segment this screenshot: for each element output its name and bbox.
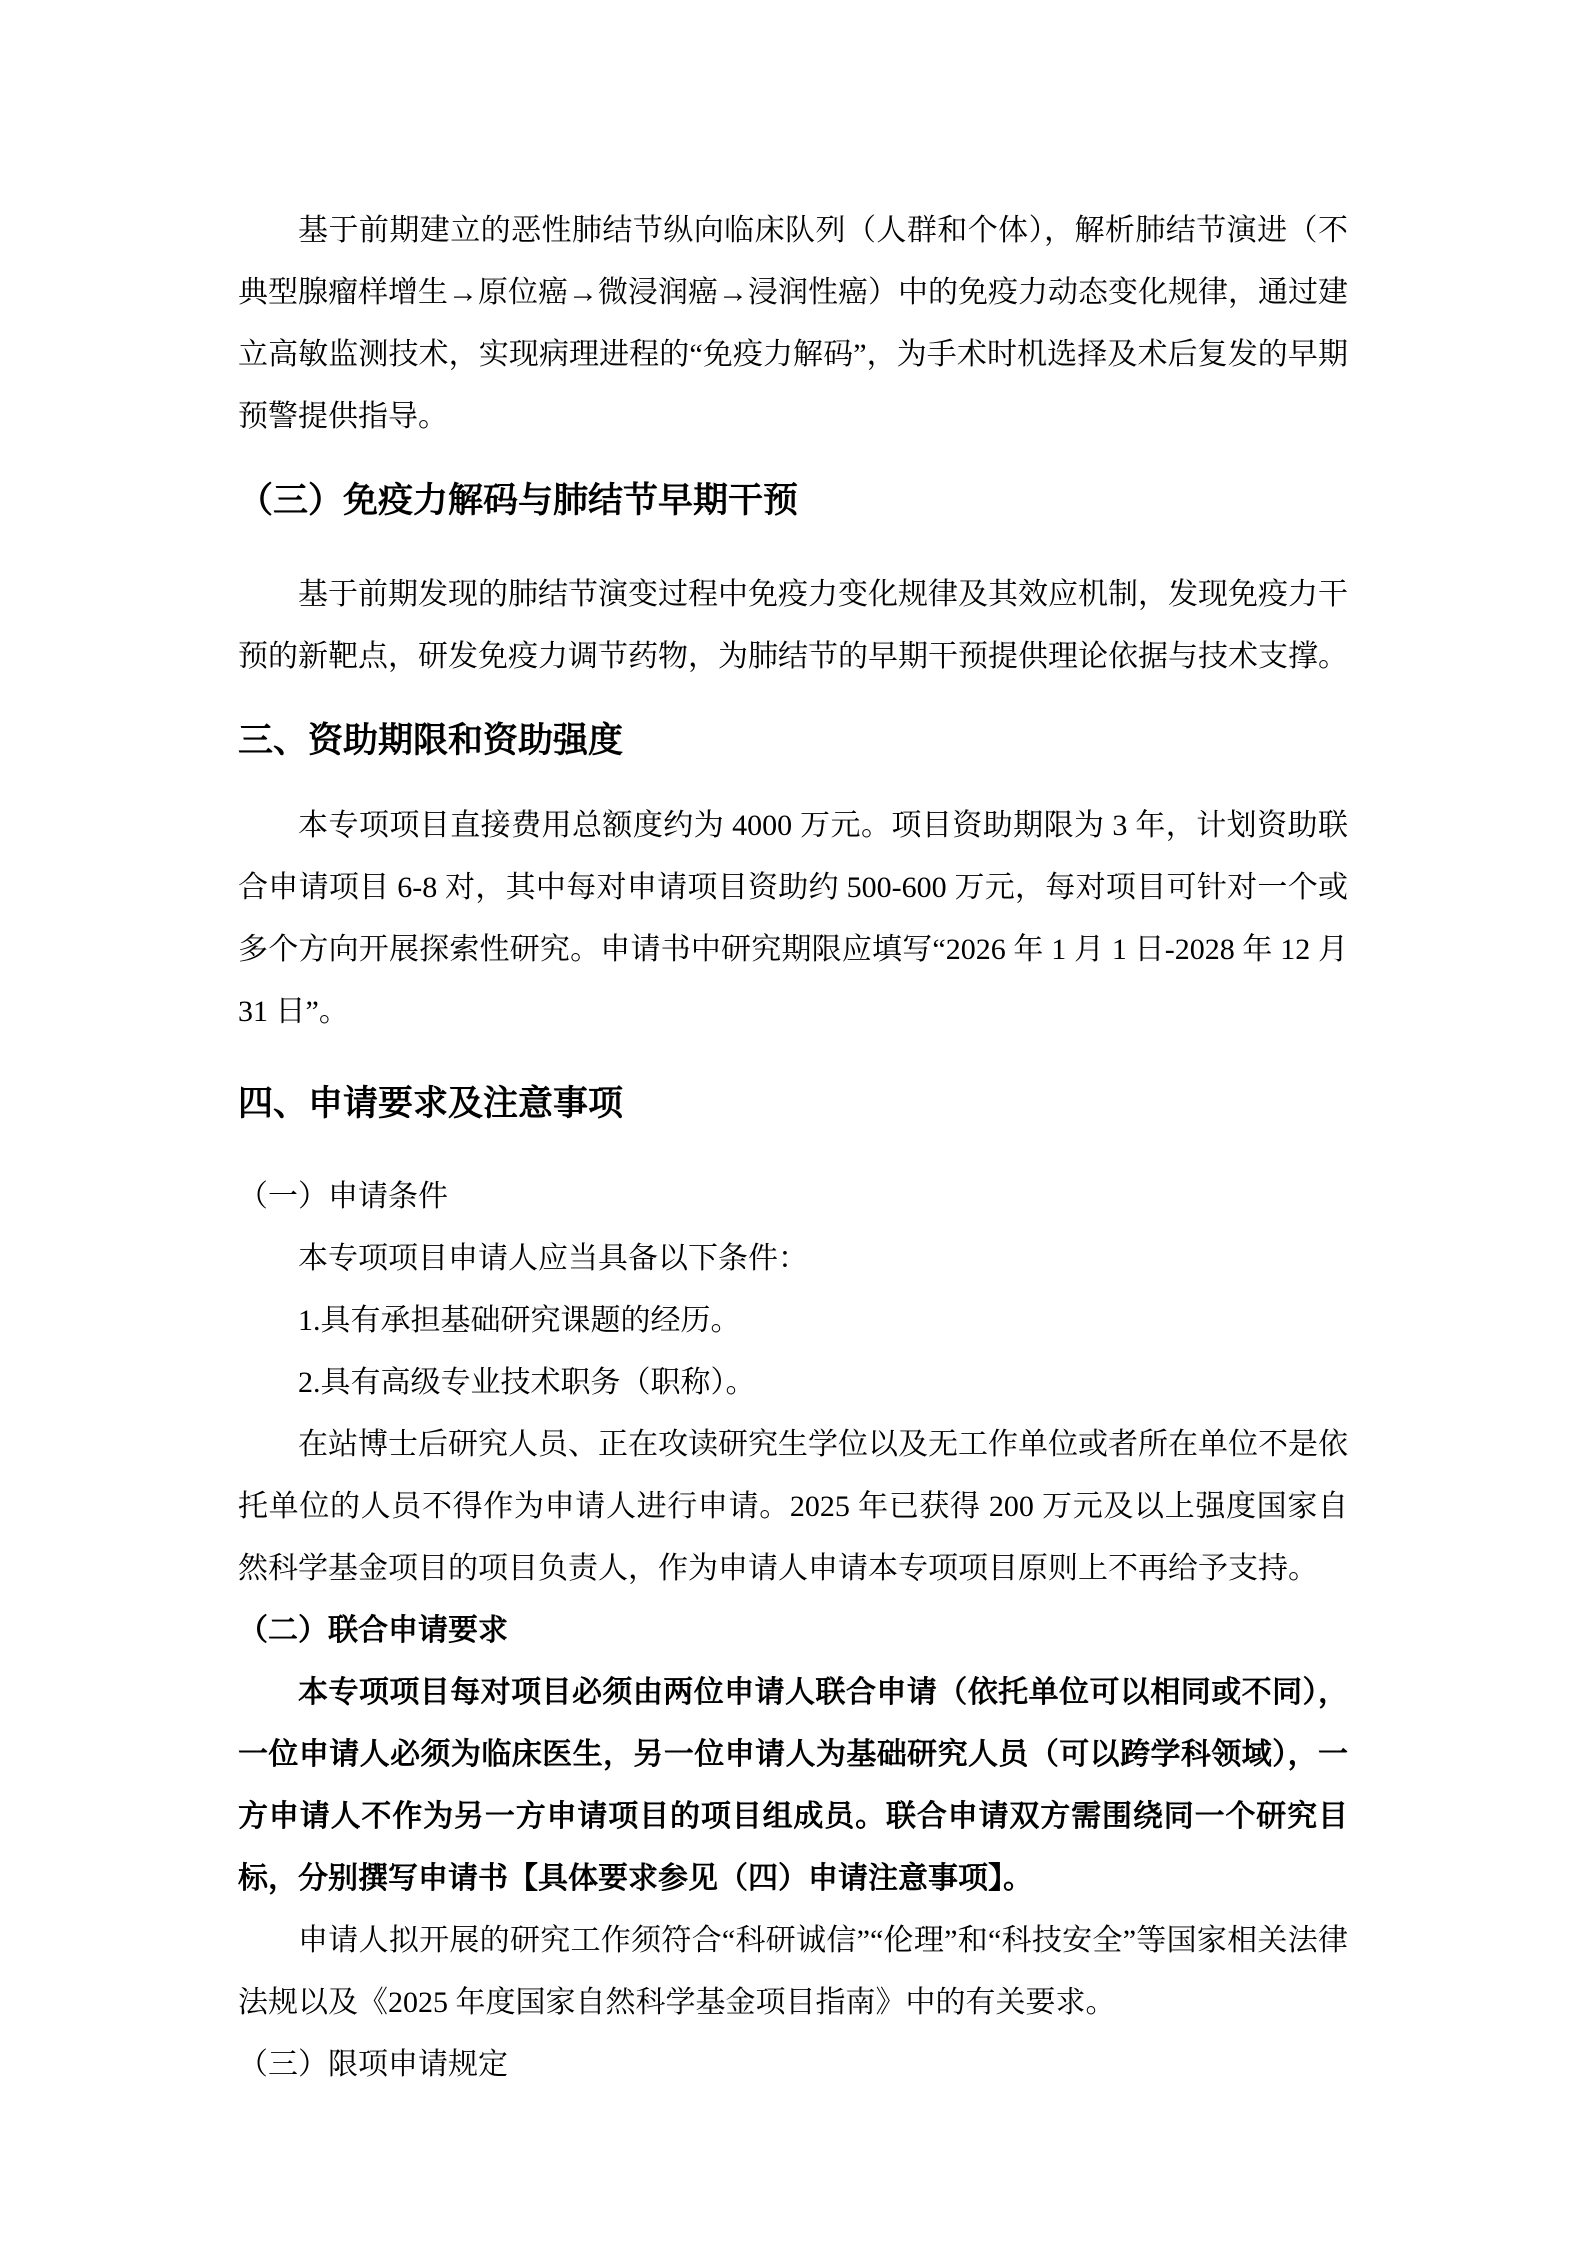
document-content xyxy=(238,200,1348,2096)
para-intervention-targets: 基于前期发现的肺结节演变过程中免疫力变化规律及其效应机制，发现免疫力干预的新靶点，研发免疫力调节药物，为肺结节的早期干预提供理论依据与技术支撑。 xyxy=(238,578,1348,673)
list-item-condition-2: 2.具有高级专业技术职务（职称）。 xyxy=(298,1366,756,1399)
heading-application-requirements: 四、申请要求及注意事项 xyxy=(238,1084,624,1123)
para-nodule-cohort-immune-decoding: 基于前期建立的恶性肺结节纵向临床队列（人群和个体），解析肺结节演进（不典型腺瘤样增生→原位癌→微浸润癌→浸润性癌）中的免疫力动态变化规律，通过建立高敏监测技术，实现病理进程的“免疫力解码”，为手术时机选择及术后复发的早期预警提供指导。 xyxy=(238,214,1348,433)
para-research-integrity-requirements: 申请人拟开展的研究工作须符合“科研诚信”“伦理”和“科技安全”等国家相关法律法规以及《2025 年度国家自然科学基金项目指南》中的有关要求。 xyxy=(238,1924,1348,2019)
subheading-application-conditions: （一）申请条件 xyxy=(238,1180,448,1213)
heading-immune-decoding-early-intervention: （三）免疫力解码与肺结节早期干预 xyxy=(238,481,799,520)
list-item-condition-1: 1.具有承担基础研究课题的经历。 xyxy=(298,1304,741,1337)
para-funding-details: 本专项项目直接费用总额度约为 4000 万元。项目资助期限为 3 年，计划资助联合申请项目 6-8 对，其中每对申请项目资助约 500-600 万元，每对项目可针对一个或多个方向开展探索性研究。申请书中研究期限应填写“2026 年 1 月 1 日-2028 年 12 月 31 日”。 xyxy=(238,809,1348,1028)
subheading-joint-application-requirements: （二）联合申请要求 xyxy=(238,1614,508,1647)
para-applicant-restrictions: 在站博士后研究人员、正在攻读研究生学位以及无工作单位或者所在单位不是依托单位的人员不得作为申请人进行申请。2025 年已获得 200 万元及以上强度国家自然科学基金项目的项目负责人，作为申请人申请本专项项目原则上不再给予支持。 xyxy=(238,1428,1348,1585)
heading-funding-period-and-intensity: 三、资助期限和资助强度 xyxy=(238,721,624,760)
para-applicant-conditions-intro: 本专项项目申请人应当具备以下条件： xyxy=(298,1242,808,1275)
subheading-application-limit-rules: （三）限项申请规定 xyxy=(238,2048,508,2081)
para-joint-application-rules: 本专项项目每对项目必须由两位申请人联合申请（依托单位可以相同或不同），一位申请人必须为临床医生，另一位申请人为基础研究人员（可以跨学科领域），一方申请人不作为另一方申请项目的项目组成员。联合申请双方需围绕同一个研究目标，分别撰写申请书【具体要求参见（四）申请注意事项】。 xyxy=(238,1676,1348,1895)
